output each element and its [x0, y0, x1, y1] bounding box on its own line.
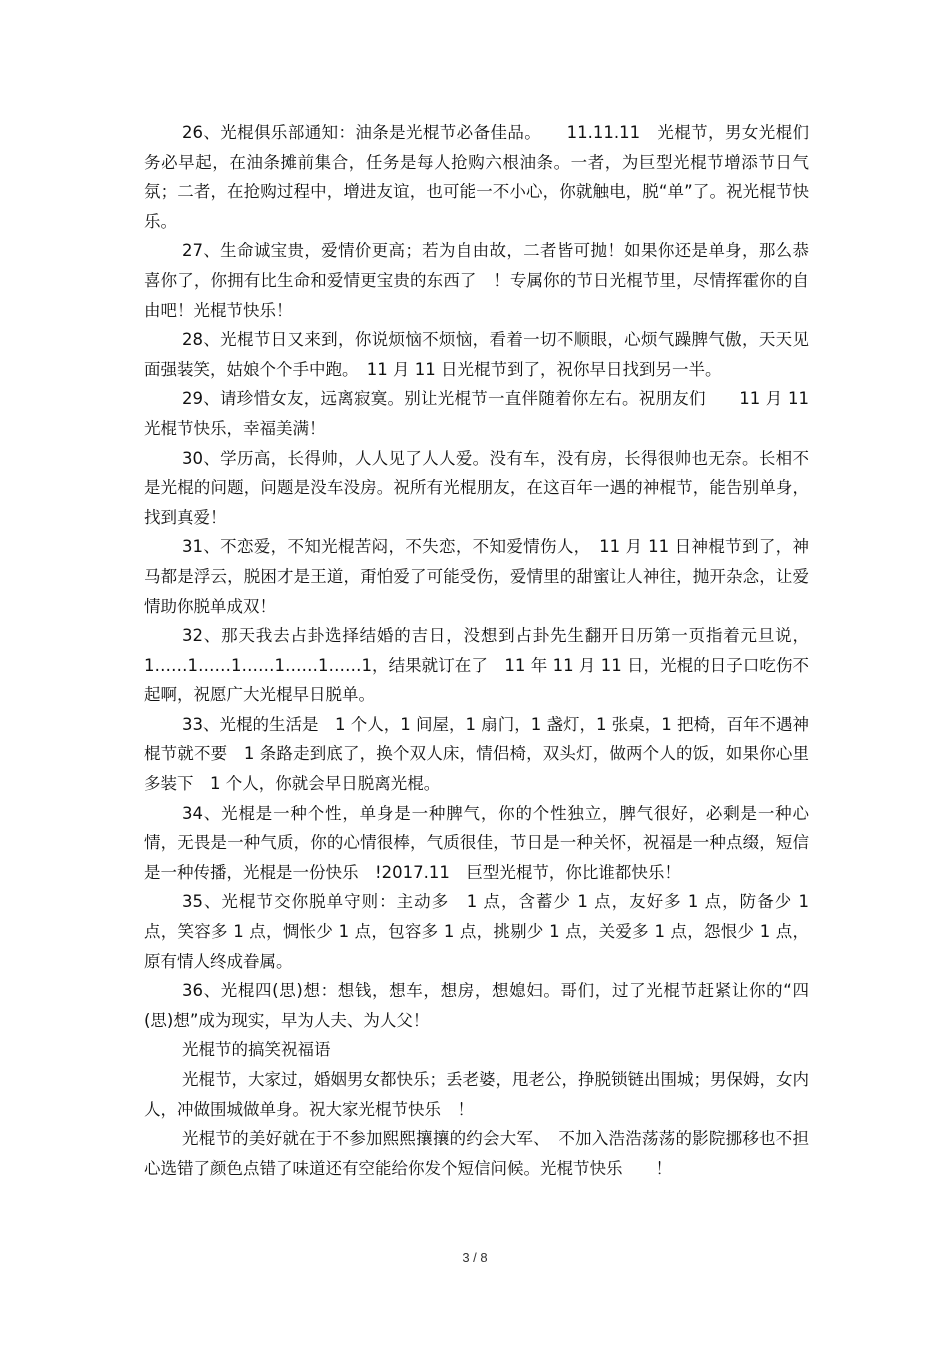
- paragraph-34: 34、光棍是一种个性，单身是一种脾气，你的个性独立，脾气很好，必剩是一种心情，无畏是一种气质，你的心情很棒，气质很佳，节日是一种关怀，祝福是一种点缀，短信是一种传播，光棍是一份快乐 !2017.11 巨型光棍节，你比谁都快乐！: [144, 803, 809, 882]
- section-paragraph: 光棍节，大家过，婚姻男女都快乐；丢老婆，甩老公，挣脱锁链出围城；男保姆，女内人，冲做围城做单身。祝大家光棍节快乐 ！: [144, 1070, 809, 1119]
- paragraph-31: 31、不恋爱，不知光棍苦闷，不失恋，不知爱情伤人， 11 月 11 日神棍节到了，神马都是浮云，脱困才是王道，甭怕爱了可能受伤，爱情里的甜蜜让人神往，抛开杂念，让爱情助你脱单成双！: [144, 537, 809, 616]
- paragraph-35: 35、光棍节交你脱单守则：主动多 1 点，含蓄少 1 点，友好多 1 点，防备少 1 点，笑容多 1 点，惆怅少 1 点，包容多 1 点，挑剔少 1 点，关爱多 1 点，怨恨少 1 点，原有情人终成眷属。: [144, 892, 815, 971]
- page-number: 3 / 8: [462, 1250, 488, 1265]
- paragraph-28: 28、光棍节日又来到，你说烦恼不烦恼，看着一切不顺眼，心烦气躁脾气傲，天天见面强装笑，姑娘个个手中跑。 11 月 11 日光棍节到了，祝你早日找到另一半。: [144, 330, 809, 379]
- paragraph-29: 29、请珍惜女友，远离寂寞。别让光棍节一直伴随着你左右。祝朋友们 11 月 11 光棍节快乐，幸福美满！: [144, 389, 815, 438]
- section-paragraph: 光棍节的美好就在于不参加熙熙攘攘的约会大军、 不加入浩浩荡荡的影院挪移也不担心选错了颜色点错了味道还有空能给你发个短信问候。光棍节快乐 ！: [144, 1129, 809, 1178]
- paragraph-32: 32、那天我去占卦选择结婚的吉日，没想到占卦先生翻开日历第一页指着元旦说，1……1……1……1……1……1，结果就订在了 11 年 11 月 11 日，光棍的日子口吃伤不起啊，祝愿广大光棍早日脱单。: [144, 626, 809, 705]
- paragraph-30: 30、学历高，长得帅，人人见了人人爱。没有车，没有房，长得很帅也无奈。长相不是光棍的问题，问题是没车没房。祝所有光棍朋友，在这百年一遇的神棍节，能告别单身，找到真爱！: [144, 448, 809, 527]
- paragraph-36: 36、光棍四(思)想：想钱，想车，想房，想媳妇。哥们，过了光棍节赶紧让你的“四(思)想”成为现实，早为人夫、为人父！: [144, 981, 809, 1030]
- document-body: [144, 118, 815, 1183]
- section-heading: 光棍节的搞笑祝福语: [182, 1040, 331, 1060]
- paragraph-33: 33、光棍的生活是 1 个人，1 间屋，1 扇门，1 盏灯，1 张桌，1 把椅，百年不遇神棍节就不要 1 条路走到底了，换个双人床，情侣椅，双头灯，做两个人的饭，如果你心里多装下 1 个人，你就会早日脱离光棍。: [144, 714, 809, 794]
- paragraph-27: 27、生命诚宝贵，爱情价更高；若为自由故，二者皆可抛！如果你还是单身，那么恭喜你了，你拥有比生命和爱情更宝贵的东西了 ！专属你的节日光棍节里，尽情挥霍你的自由吧！光棍节快乐！: [144, 241, 809, 320]
- paragraph-26: 26、光棍俱乐部通知：油条是光棍节必备佳品。 11.11.11 光棍节，男女光棍们务必早起，在油条摊前集合，任务是每人抢购六根油条。一者，为巨型光棍节增添节日气氛；二者，在抢购过程中，增进友谊，也可能一不小心，你就触电，脱“单”了。祝光棍节快乐。: [144, 123, 809, 231]
